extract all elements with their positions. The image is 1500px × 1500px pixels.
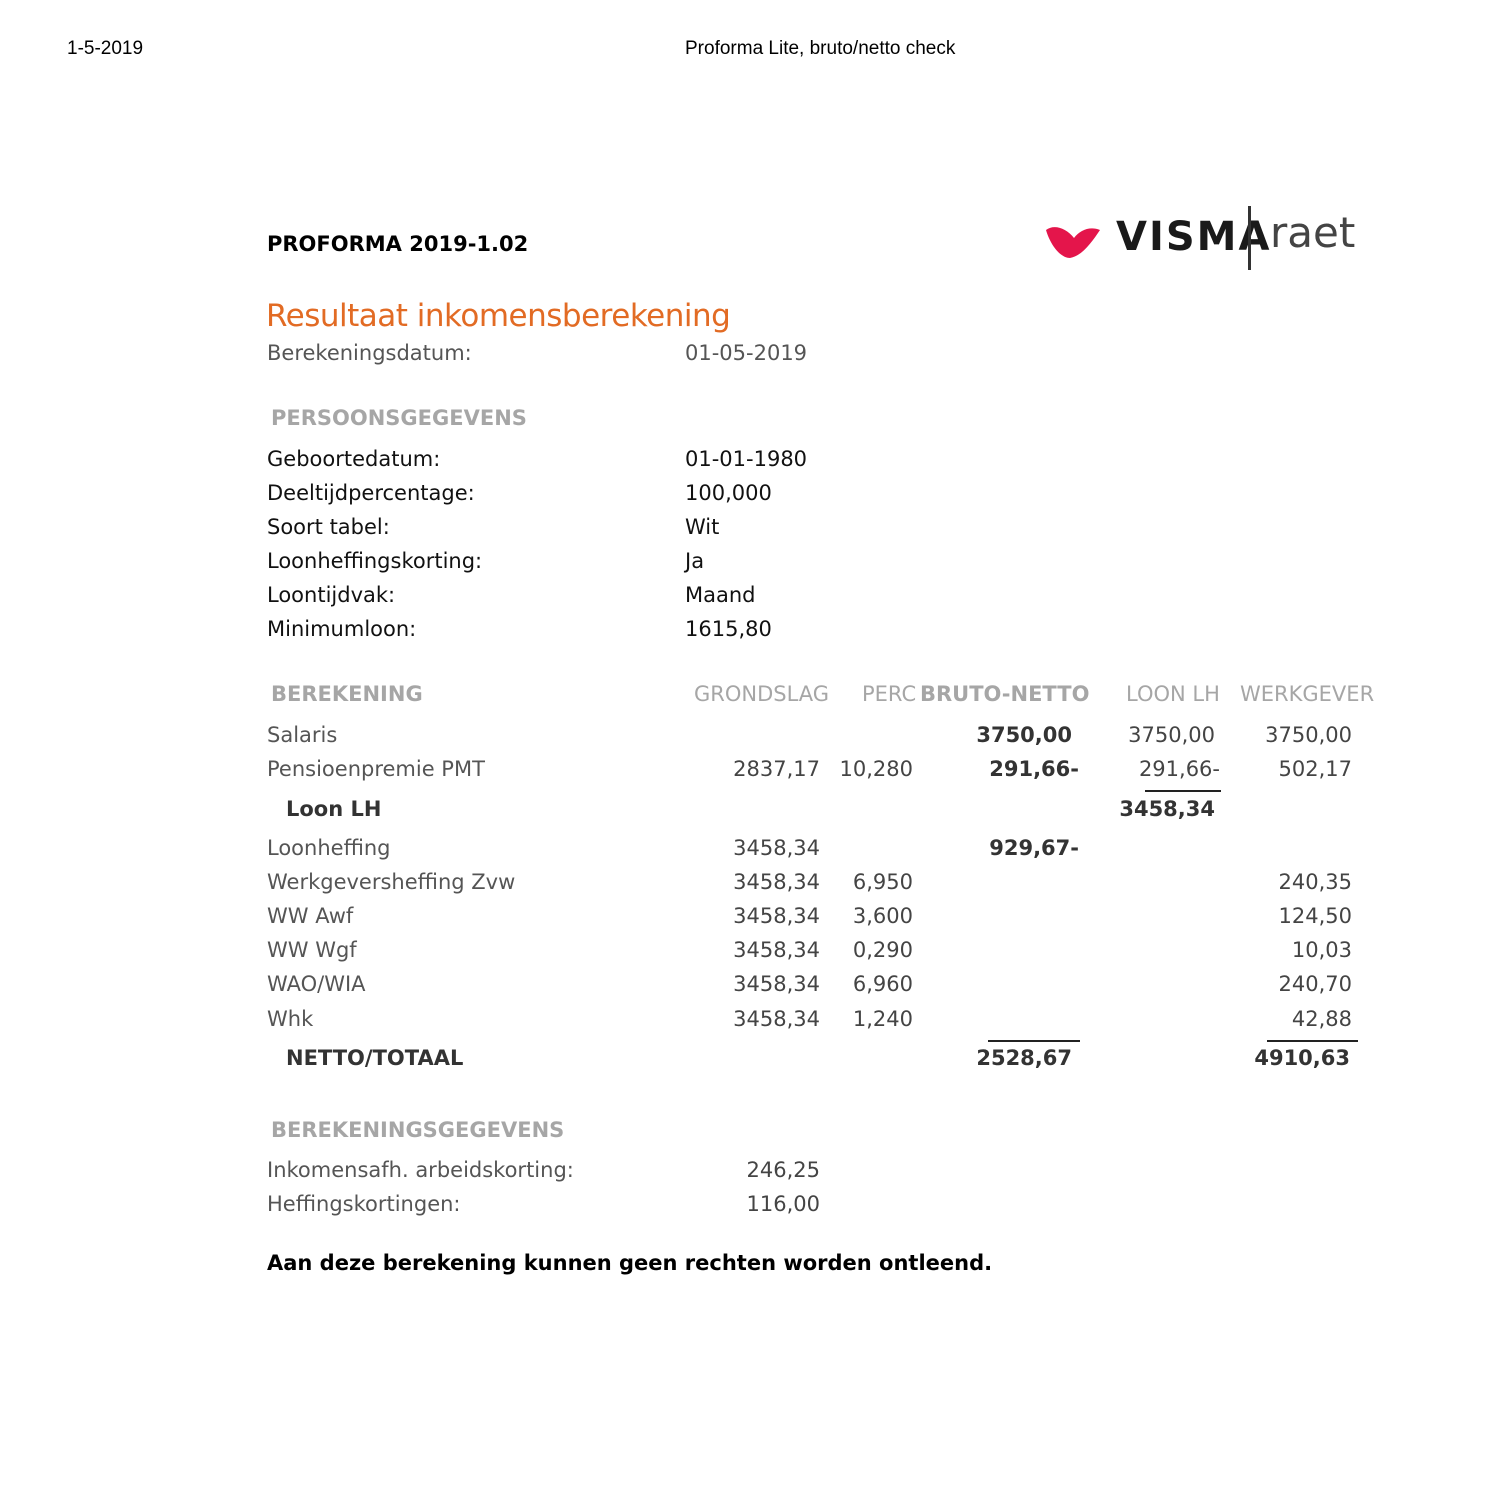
person-label: Loonheffingskorting: <box>267 549 483 573</box>
person-label: Minimumloon: <box>267 617 417 641</box>
section-berekeningsgegevens: BEREKENINGSGEGEVENS <box>271 1118 565 1142</box>
cell-grondslag: 3458,34 <box>733 904 820 928</box>
cell-grondslag: 3458,34 <box>733 938 820 962</box>
col-header-perc: PERC <box>862 682 917 706</box>
visma-raet-logo <box>1040 200 1370 275</box>
person-value: Maand <box>685 583 756 607</box>
person-label: Deeltijdpercentage: <box>267 481 475 505</box>
print-date: 1-5-2019 <box>67 38 144 59</box>
person-value: 100,000 <box>685 481 772 505</box>
cell-grondslag: 3458,34 <box>733 870 820 894</box>
row-label: WAO/WIA <box>267 972 366 996</box>
cell-grondslag: 3458,34 <box>733 1007 820 1031</box>
cell-perc: 6,960 <box>852 972 913 996</box>
row-label: Pensioenpremie PMT <box>267 757 485 781</box>
cell-loon-lh: 3458,34 <box>1119 797 1215 821</box>
cell-perc: 3,600 <box>852 904 913 928</box>
cell-perc: 1,240 <box>852 1007 913 1031</box>
row-label: WW Wgf <box>267 938 357 962</box>
cell-perc: 6,950 <box>852 870 913 894</box>
row-label: Whk <box>267 1007 314 1031</box>
person-label: Geboortedatum: <box>267 447 441 471</box>
cell-werkgever: 124,50 <box>1278 904 1352 928</box>
col-header-grondslag: GRONDSLAG <box>694 682 830 706</box>
document-code: PROFORMA 2019-1.02 <box>267 232 529 256</box>
section-persoonsgegevens: PERSOONSGEGEVENS <box>271 406 527 430</box>
cell-bruto-netto: 3750,00 <box>976 723 1072 747</box>
cell-bruto-netto: 929,67- <box>989 836 1079 860</box>
cell-loon-lh: 3750,00 <box>1128 723 1215 747</box>
page-title: Resultaat inkomensberekening <box>266 298 731 334</box>
gegevens-label: Inkomensafh. arbeidskorting: <box>267 1158 574 1182</box>
person-value: Ja <box>685 549 705 573</box>
col-header-werkgever: WERKGEVER <box>1240 682 1375 706</box>
cell-bruto-netto: 291,66- <box>989 757 1079 781</box>
gegevens-value: 246,25 <box>746 1158 820 1182</box>
gegevens-label: Heffingskortingen: <box>267 1192 461 1216</box>
section-berekening: BEREKENING <box>271 682 423 706</box>
row-label: Loonheffing <box>267 836 391 860</box>
gegevens-value: 116,00 <box>746 1192 820 1216</box>
person-value: Wit <box>685 515 720 539</box>
calc-date-value: 01-05-2019 <box>685 341 808 365</box>
logo-brand: VISMA <box>1116 214 1272 260</box>
print-title: Proforma Lite, bruto/netto check <box>685 38 956 59</box>
cell-grondslag: 3458,34 <box>733 836 820 860</box>
cell-werkgever: 42,88 <box>1291 1007 1352 1031</box>
col-header-bruto-netto: BRUTO-NETTO <box>920 682 1090 706</box>
subtotal-rule <box>1145 790 1221 792</box>
person-label: Soort tabel: <box>267 515 390 539</box>
person-value: 01-01-1980 <box>685 447 808 471</box>
person-value: 1615,80 <box>685 617 772 641</box>
row-label: Werkgeversheffing Zvw <box>267 870 516 894</box>
cell-werkgever: 502,17 <box>1278 757 1352 781</box>
cell-bruto-netto-total: 2528,67 <box>976 1046 1072 1070</box>
col-header-loon-lh: LOON LH <box>1126 682 1220 706</box>
calc-date-label: Berekeningsdatum: <box>267 341 472 365</box>
total-rule-werkgever <box>1267 1040 1358 1042</box>
cell-grondslag: 3458,34 <box>733 972 820 996</box>
cell-loon-lh: 291,66- <box>1138 757 1220 781</box>
row-label-subtotal: Loon LH <box>286 797 382 821</box>
row-label-total: NETTO/TOTAAL <box>286 1046 464 1070</box>
cell-perc: 10,280 <box>839 757 913 781</box>
disclaimer: Aan deze berekening kunnen geen rechten worden ontleend. <box>267 1251 993 1275</box>
cell-werkgever: 240,70 <box>1278 972 1352 996</box>
logo-sub: raet <box>1270 208 1356 257</box>
row-label: Salaris <box>267 723 338 747</box>
cell-werkgever-total: 4910,63 <box>1254 1046 1350 1070</box>
row-label: WW Awf <box>267 904 354 928</box>
cell-perc: 0,290 <box>852 938 913 962</box>
cell-werkgever: 240,35 <box>1278 870 1352 894</box>
cell-werkgever: 3750,00 <box>1265 723 1352 747</box>
person-label: Loontijdvak: <box>267 583 396 607</box>
logo-divider <box>1248 206 1251 270</box>
total-rule-bruto-netto <box>988 1040 1080 1042</box>
cell-grondslag: 2837,17 <box>733 757 820 781</box>
cell-werkgever: 10,03 <box>1291 938 1352 962</box>
